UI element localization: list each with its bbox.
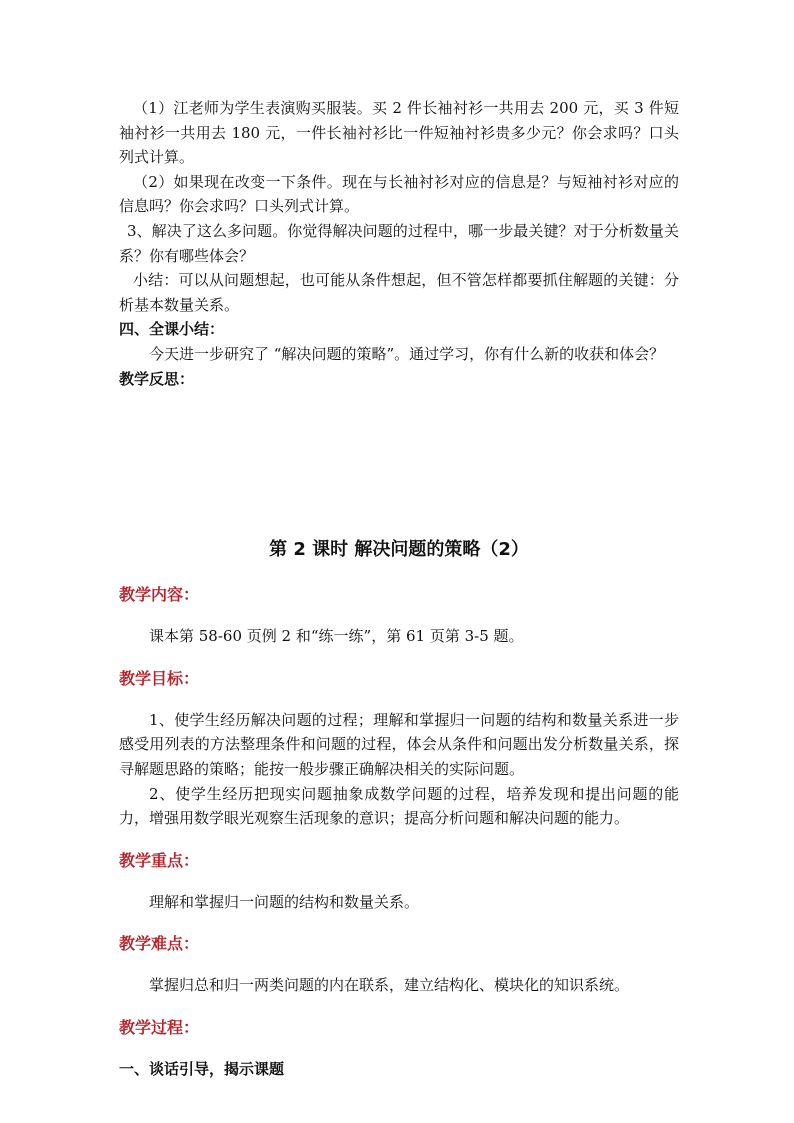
content-heading: 教学内容： xyxy=(119,585,200,605)
class-summary-text: 今天进一步研究了 “解决问题的策略”。通过学习，你有什么新的收获和体会？ xyxy=(149,344,665,363)
difficulty-heading: 教学难点： xyxy=(119,934,200,954)
key-point-heading: 教学重点： xyxy=(119,850,200,870)
question-2: （2）如果现在改变一下条件。现在与长袖衬衫对应的信息是？与短袖衬衫对应的信息吗？你会求吗？口头列式计算。 xyxy=(119,172,679,216)
goal-1: 1、使学生经历解决问题的过程；理解和掌握归一问题的结构和数量关系进一步感受用列表的方法整理条件和问题的过程，体会从条件和问题出发分析数量关系，探寻解题思路的策略；能按一般步骤正确解决相关的实际问题。 xyxy=(119,710,679,778)
goals-heading: 教学目标： xyxy=(119,668,200,688)
process-step-1: 一、谈话引导，揭示课题 xyxy=(119,1059,285,1078)
process-heading: 教学过程： xyxy=(119,1017,200,1037)
question-3: 3、解决了这么多问题。你觉得解决问题的过程中，哪一步最关键？对于分析数量关系？你有哪些体会？ xyxy=(119,221,679,265)
class-summary-heading: 四、全课小结： xyxy=(119,320,225,339)
question-1: （1）江老师为学生表演购买服装。买 2 件长袖衬衫一共用去 200 元，买 3 件短袖衬衫一共用去 180 元，一件长袖衬衫比一件短袖衬衫贵多少元？你会求吗？口头列式计算。 xyxy=(119,99,679,167)
goal-2: 2、使学生经历把现实问题抽象成数学问题的过程，培养发现和提出问题的能力，增强用数学眼光观察生活现象的意识；提高分析问题和解决问题的能力。 xyxy=(119,784,679,828)
difficulty-text: 掌握归总和归一两类问题的内在联系，建立结构化、模块化的知识系统。 xyxy=(149,976,630,995)
reflection-heading: 教学反思： xyxy=(119,369,195,388)
key-point-text: 理解和掌握归一问题的结构和数量关系。 xyxy=(149,892,420,911)
document-page xyxy=(119,96,679,1081)
summary-text: 小结：可以从问题想起，也可能从条件想起，但不管怎样都要抓住解题的关键：分析基本数量关系。 xyxy=(119,271,679,314)
lesson-title: 第 2 课时 解决问题的策略（2） xyxy=(269,539,529,561)
blank-space xyxy=(119,391,679,535)
content-text: 课本第 58-60 页例 2 和“练一练”，第 61 页第 3-5 题。 xyxy=(149,627,524,646)
